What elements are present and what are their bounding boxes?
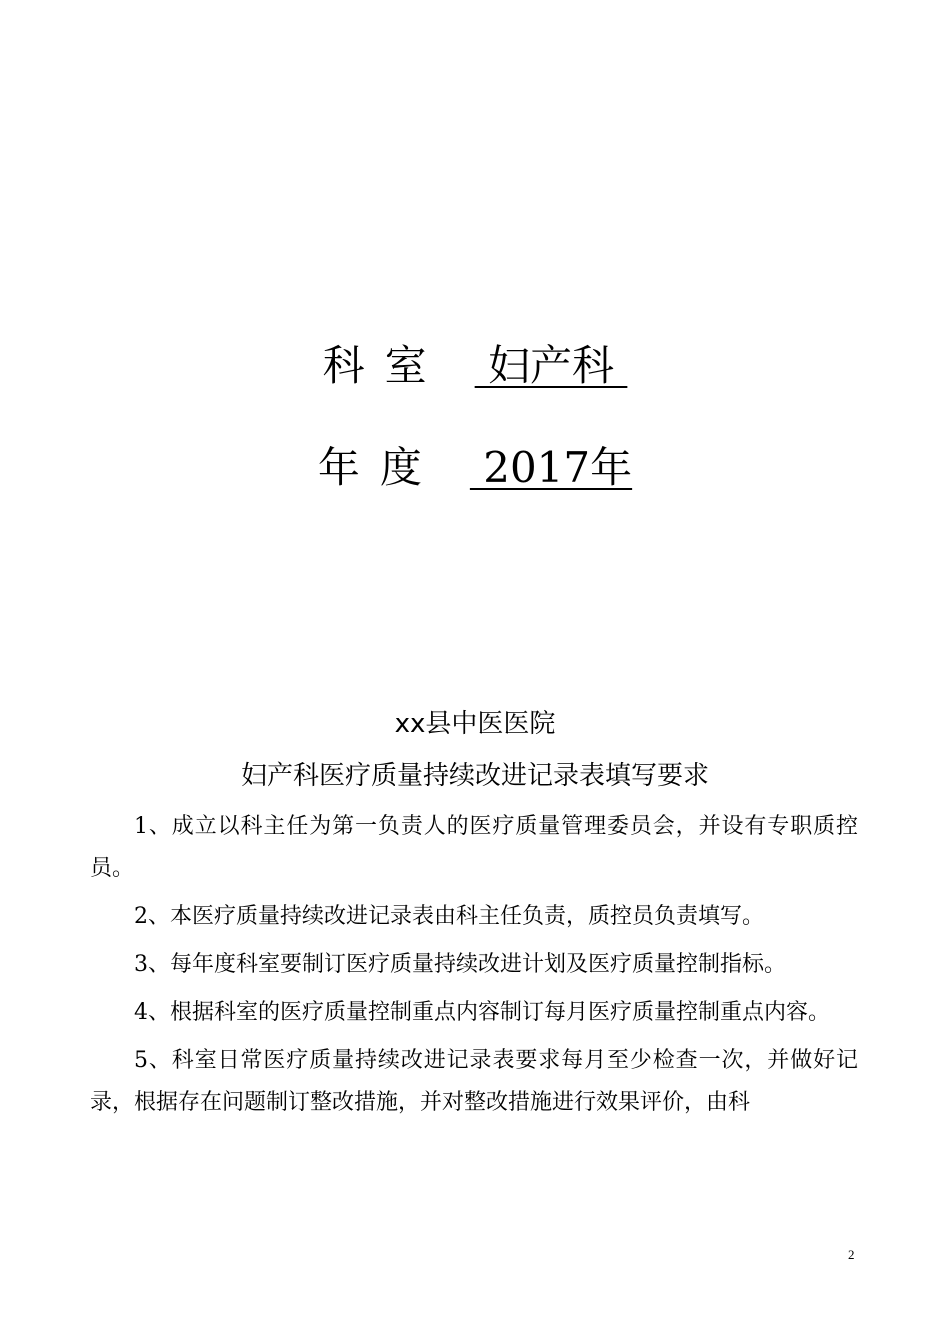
year-label: 年度: [317, 443, 442, 492]
requirements-list: [90, 806, 858, 1130]
requirement-item: 4、根据科室的医疗质量控制重点内容制订每月医疗质量控制重点内容。: [134, 1000, 830, 1025]
page-number: 2: [848, 1247, 855, 1262]
department-label: 科室: [322, 341, 447, 390]
requirement-item: 2、本医疗质量持续改进记录表由科主任负责，质控员负责填写。: [134, 904, 764, 929]
document-title: 妇产科医疗质量持续改进记录表填写要求: [240, 761, 709, 791]
requirement-item: 1、成立以科主任为第一负责人的医疗质量管理委员会，并设有专职质控员。: [90, 814, 858, 881]
department-value: 妇产科: [474, 341, 628, 390]
year-value: 2017年: [469, 443, 633, 492]
requirement-item: 3、每年度科室要制订医疗质量持续改进计划及医疗质量控制指标。: [134, 952, 786, 977]
requirement-item: 5、科室日常医疗质量持续改进记录表要求每月至少检查一次，并做好记录，根据存在问题制订整改措施，并对整改措施进行效果评价，由科: [90, 1048, 858, 1115]
hospital-name: xx县中医医院: [394, 709, 556, 739]
cover-department-line: [0, 340, 950, 392]
cover-year-line: [0, 442, 950, 494]
